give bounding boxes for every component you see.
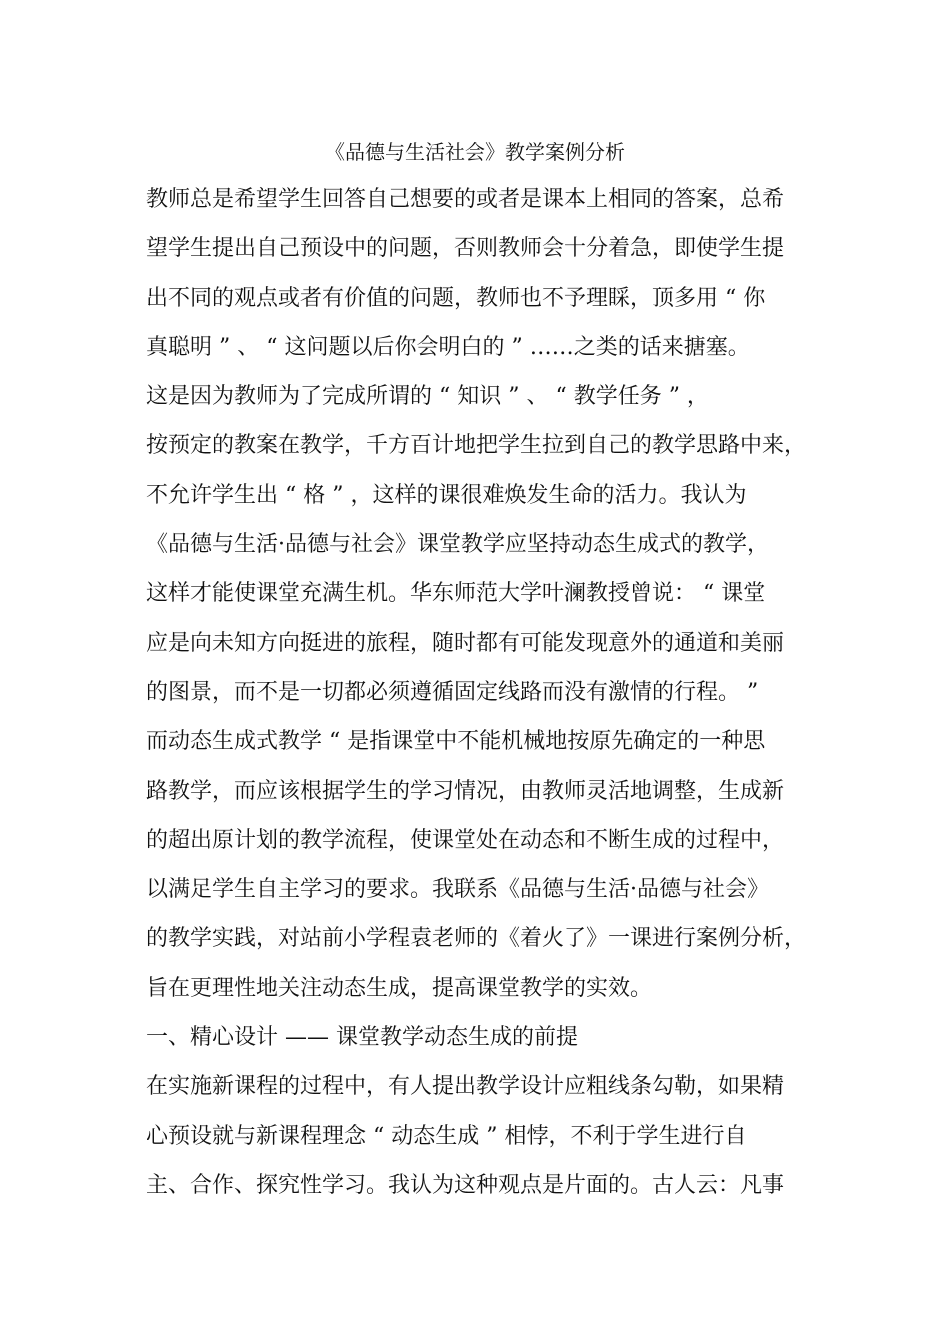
text-line: 不允许学生出 “ 格 ” ，这样的课很难焕发生命的活力。我认为 xyxy=(146,482,747,508)
text-line: 按预定的教案在教学，千方百计地把学生拉到自己的教学思路中来， xyxy=(146,433,807,459)
text-line: 出不同的观点或者有价值的问题，教师也不予理睬，顶多用 “ 你 xyxy=(146,285,766,311)
text-line: 应是向未知方向挺进的旅程，随时都有可能发现意外的通道和美丽 xyxy=(146,630,785,656)
section-heading: 一、精心设计 —— 课堂教学动态生成的前提 xyxy=(146,1025,578,1051)
text-line: 旨在更理性地关注动态生成，提高课堂教学的实效。 xyxy=(146,975,653,1001)
text-line: 《品德与生活·品德与社会》课堂教学应坚持动态生成式的教学， xyxy=(146,532,769,558)
text-line: 而动态生成式教学 “ 是指课堂中不能机械地按原先确定的一种思 xyxy=(146,729,766,755)
text-line: 这样才能使课堂充满生机。华东师范大学叶澜教授曾说： “ 课堂 xyxy=(146,581,766,607)
text-line: 真聪明 ” 、 “ 这问题以后你会明白的 ” ……之类的话来搪塞。 xyxy=(146,334,750,360)
text-line: 在实施新课程的过程中，有人提出教学设计应粗线条勾勒，如果精 xyxy=(146,1074,785,1100)
text-line: 教师总是希望学生回答自己想要的或者是课本上相同的答案，总希 xyxy=(146,187,785,212)
text-line: 这是因为教师为了完成所谓的 “ 知识 ” 、 “ 教学任务 ” ， xyxy=(146,384,709,410)
text-line: 望学生提出自己预设中的问题，否则教师会十分着急，即使学生提 xyxy=(146,236,785,262)
text-line: 以满足学生自主学习的要求。我联系《品德与生活·品德与社会》 xyxy=(146,877,769,903)
text-line: 心预设就与新课程理念 “ 动态生成 ” 相悖，不利于学生进行自 xyxy=(146,1123,747,1149)
text-line: 的图景，而不是一切都必须遵循固定线路而没有激情的行程。 ” xyxy=(146,679,759,705)
text-line: 的超出原计划的教学流程，使课堂处在动态和不断生成的过程中， xyxy=(146,827,785,853)
text-line: 路教学，而应该根据学生的学习情况，由教师灵活地调整，生成新 xyxy=(146,778,785,804)
text-line: 主、合作、探究性学习。我认为这种观点是片面的。古人云：凡事 xyxy=(146,1172,785,1198)
document-body xyxy=(146,182,826,1217)
document-title: 《品德与生活社会》教学案例分析 xyxy=(325,140,625,164)
text-line: 的教学实践，对站前小学程袁老师的《着火了》一课进行案例分析， xyxy=(146,926,807,952)
